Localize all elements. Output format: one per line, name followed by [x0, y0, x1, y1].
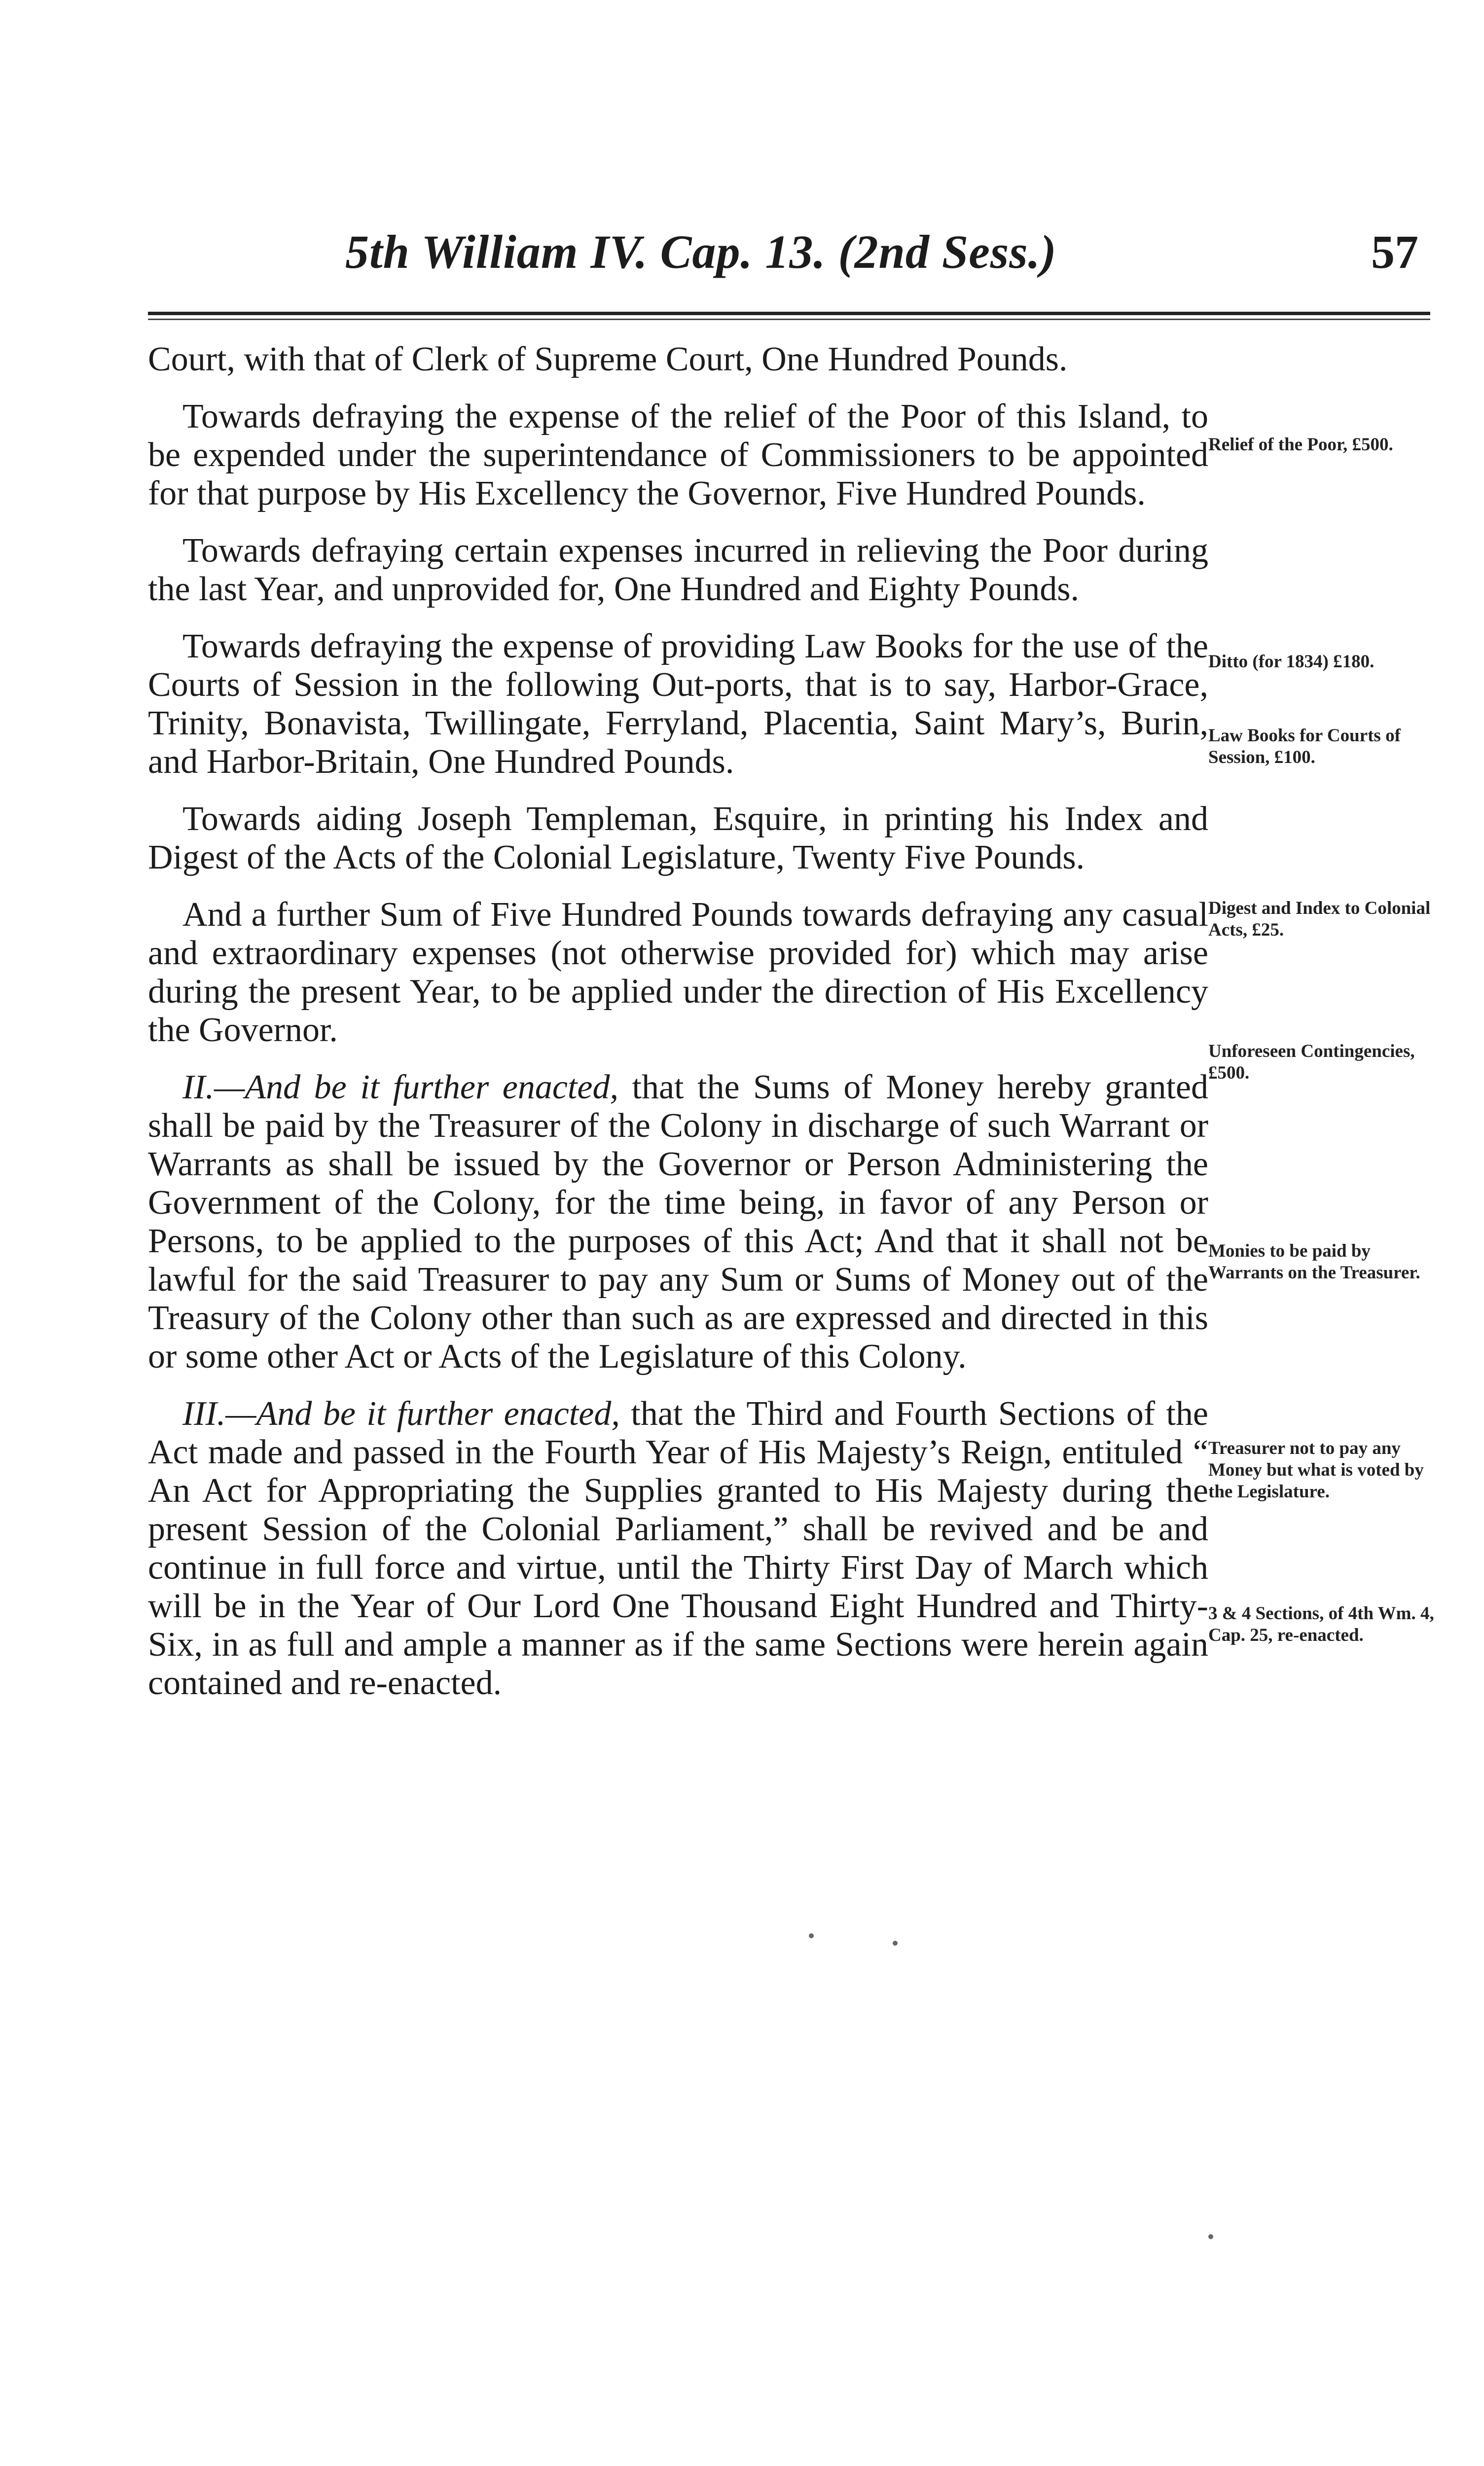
margin-note-poor-relief: Relief of the Poor, £500. [1208, 435, 1393, 455]
paragraph-contingencies: And a further Sum of Five Hundred Pounds towards defraying any casual and extraordinary expenses (not otherwise provided for) which may arise during the present Year, to be applied under the direction of His Excellency the Governor. [148, 896, 1208, 1049]
header-rule-thin [148, 319, 1430, 320]
print-speck [893, 1941, 898, 1946]
running-head: 5th William IV. Cap. 13. (2nd Sess.) [345, 225, 1057, 278]
paragraph-law-books: Towards defraying the expense of providing Law Books for the use of the Courts of Session in the following Out-ports, that is to say, Harbor-Grace, Trinity, Bonavista, Twillingate, Ferryland, Placentia, Saint Mary’s, Burin, and Harbor-Britain, One Hundred Pounds. [148, 627, 1208, 781]
margin-note-contingencies: Unforeseen Contingencies, £500. [1208, 1041, 1415, 1083]
margin-note-law-books: Law Books for Courts of Session, £100. [1208, 725, 1401, 767]
margin-note-treasurer: Treasurer not to pay any Money but what is voted by the Legislature. [1208, 1438, 1424, 1502]
print-speck [809, 1933, 814, 1938]
margin-note-digest: Digest and Index to Colonial Acts, £25. [1208, 898, 1431, 940]
paragraph-court-clerk: Court, with that of Clerk of Supreme Court, One Hundred Pounds. [148, 340, 1068, 378]
page-number: 57 [1371, 225, 1418, 278]
margin-note-ditto: Ditto (for 1834) £180. [1208, 652, 1375, 672]
section-ii-paragraph: II.—And be it further enacted, that the Sums of Money hereby granted shall be paid by the Treasurer of the Colony in discharge of such Warrant or Warrants as shall be issued by the Governor or Person Administering the Government of the Colony, for the time being, in favor of any Person or Persons, to be applied to the purposes of this Act; And that it shall not be lawful for the said Treasurer to pay any Sum or Sums of Money out of the Treasury of the Colony other than such as are expressed and directed in this or some other Act or Acts of the Legislature of this Colony. [148, 1068, 1208, 1376]
margin-note-monies-warrants: Monies to be paid by Warrants on the Treasurer. [1208, 1241, 1420, 1283]
paragraph-templeman-digest: Towards aiding Joseph Templeman, Esquire, in printing his Index and Digest of the Acts of the Colonial Legislature, Twenty Five Pounds. [148, 800, 1208, 876]
section-iii-paragraph: III.—And be it further enacted, that the Third and Fourth Sections of the Act made and passed in the Fourth Year of His Majesty’s Reign, entituled “ An Act for Appropriating the Supplies granted to His Majesty during the present Session of the Colonial Parliament,” shall be revived and be and continue in full force and virtue, until the Thirty First Day of March which will be in the Year of Our Lord One Thousand Eight Hundred and Thirty-Six, in as full and ample a manner as if the same Sections were herein again contained and re-enacted. [148, 1395, 1208, 1702]
paragraph-poor-relief: Towards defraying the expense of the relief of the Poor of this Island, to be expended under the superintendance of Commissioners to be appointed for that purpose by His Excellency the Governor, Five Hundred Pounds. [148, 398, 1208, 512]
margin-note-sections-reenacted: 3 & 4 Sections, of 4th Wm. 4, Cap. 25, re-enacted. [1208, 1603, 1434, 1645]
body-text [148, 340, 1208, 1721]
print-speck [1208, 2234, 1213, 2239]
paragraph-poor-last-year: Towards defraying certain expenses incurred in relieving the Poor during the last Year, and unprovided for, One Hundred and Eighty Pounds. [148, 532, 1208, 608]
header-rule [148, 312, 1430, 315]
